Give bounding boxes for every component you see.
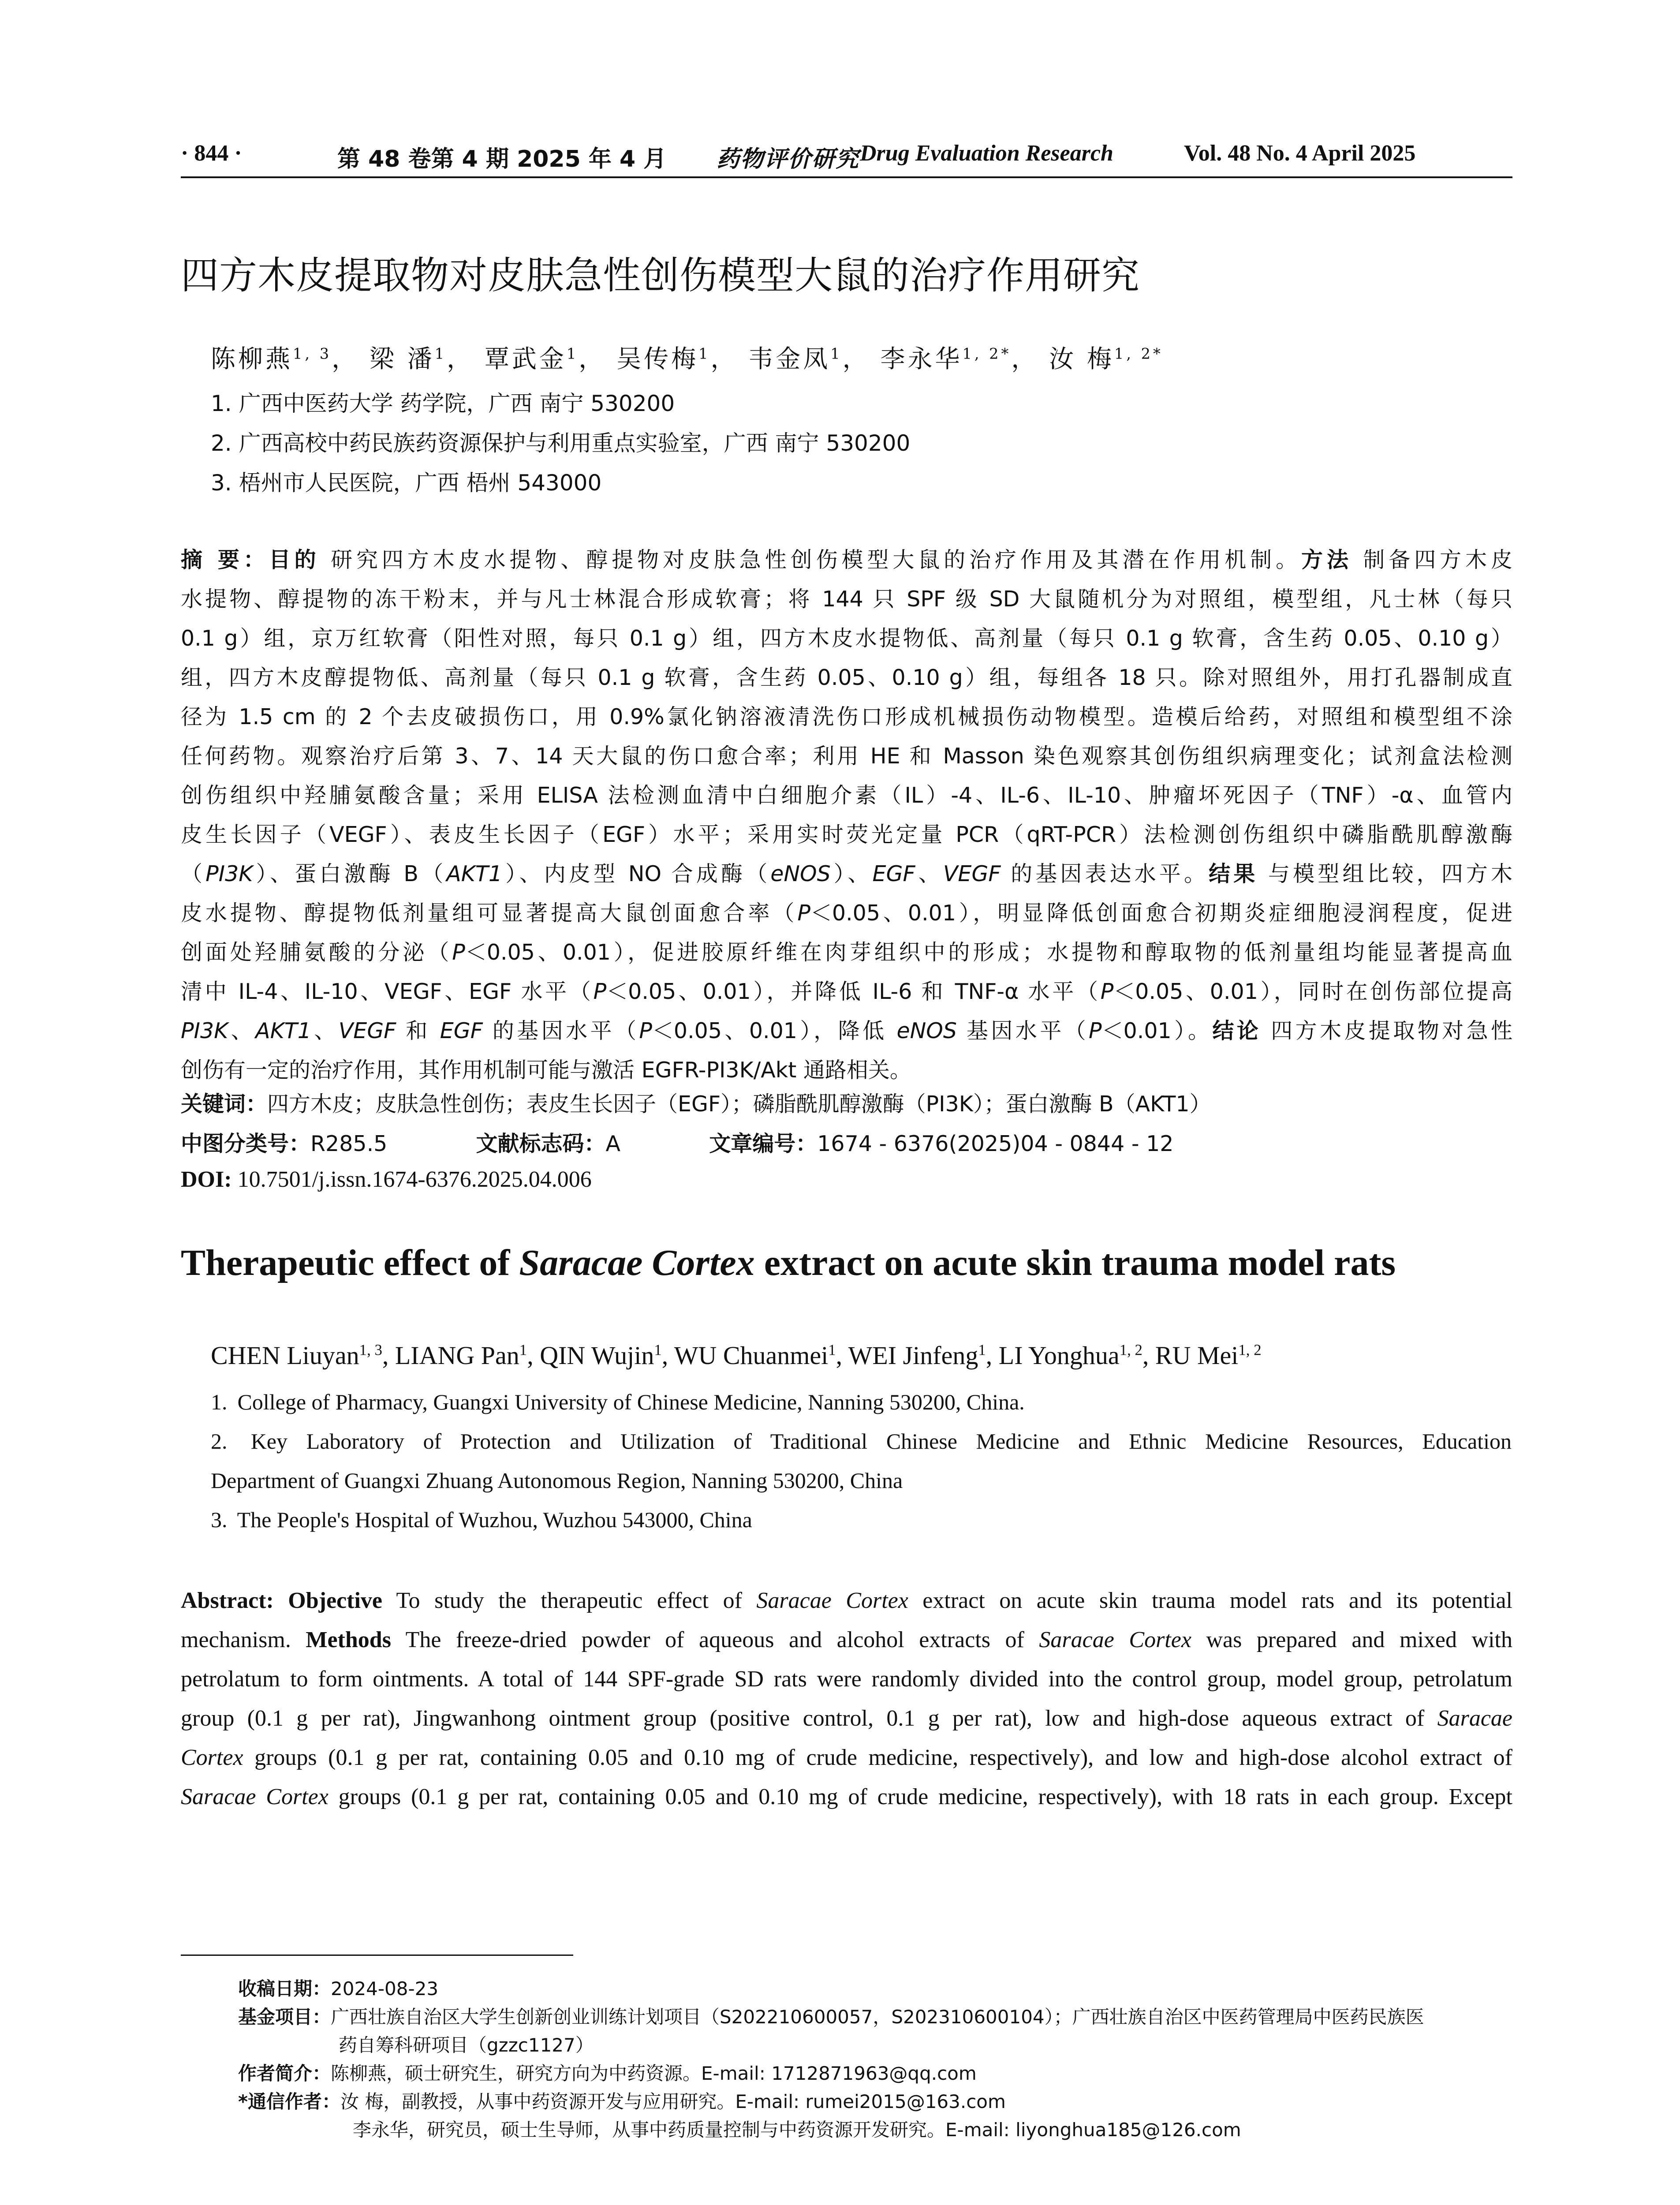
text-run: 的基因表达水平。 bbox=[1001, 861, 1209, 886]
abstract-en-line bbox=[181, 1738, 1512, 1777]
abstract-zh-line bbox=[181, 619, 1512, 658]
doi-value[interactable]: 10.7501/j.issn.1674-6376.2025.04.006 bbox=[237, 1167, 592, 1192]
author-en: QIN Wujin$^1$ bbox=[540, 1341, 662, 1370]
journal-name-en: Drug Evaluation Research bbox=[860, 141, 1113, 166]
section-label: Abstract: Objective bbox=[181, 1588, 382, 1613]
text-run: P bbox=[1100, 979, 1114, 1004]
abstract-zh-line bbox=[181, 658, 1512, 697]
text-run: AKT1 bbox=[255, 1018, 311, 1043]
text-run: 创面处羟脯氨酸的分泌（ bbox=[181, 940, 452, 965]
text-run: ）、内皮型 NO 合成酶（ bbox=[502, 861, 771, 886]
abstract-en-line bbox=[181, 1699, 1512, 1738]
text-run: 、 bbox=[228, 1018, 256, 1043]
text-run: P bbox=[1089, 1018, 1102, 1043]
classification-line bbox=[181, 1127, 1512, 1158]
abstract-zh-line bbox=[181, 972, 1512, 1011]
footnote-corresponding-2: 李永华，研究员，硕士生导师，从事中药质量控制与中药资源开发研究。E-mail: liyonghua185@126.com bbox=[353, 2119, 1241, 2141]
text-run: petrolatum to form ointments. A total of 144 SPF-grade SD rats were randomly divided into the control group, model group, petrolatum bbox=[181, 1667, 1512, 1692]
text-run: 0.1 g）组，京万红软膏（阳性对照，每只 0.1 g）组，四方木皮水提物低、高剂量（每只 0.1 g 软膏，含生药 0.05、0.10 g） bbox=[181, 626, 1512, 651]
text-run: 和 bbox=[396, 1018, 440, 1043]
doi-label: DOI: bbox=[181, 1167, 232, 1192]
text-run: group (0.1 g per rat), Jingwanhong ointment group (positive control, 0.1 g per rat), low and high-dose aqueous extract of bbox=[181, 1706, 1437, 1731]
article-no-value: 1674 - 6376(2025)04 - 0844 - 12 bbox=[817, 1131, 1174, 1156]
text-run: P bbox=[639, 1018, 652, 1043]
author-zh: 李永华$^{1, 2*}$ bbox=[880, 345, 1012, 374]
author-zh: 汝 梅$^{1, 2*}$ bbox=[1049, 345, 1163, 374]
text-run: 基因水平（ bbox=[956, 1018, 1089, 1043]
affiliation-zh-1: 1. 广西中医药大学 药学院，广西 南宁 530200 bbox=[211, 391, 675, 416]
author-zh: 韦金凤$^1$ bbox=[748, 345, 843, 374]
abstract-label-zh: 摘 要： bbox=[181, 547, 269, 572]
text-run: VEGF bbox=[943, 861, 1001, 886]
abstract-zh-line bbox=[181, 697, 1512, 736]
section-label: 结论 bbox=[1212, 1018, 1262, 1043]
footnote-fund-cont: 药自筹科研项目（gzzc1127） bbox=[339, 2034, 594, 2056]
abstract-zh-line bbox=[181, 540, 1512, 579]
text-run: eNOS bbox=[896, 1018, 957, 1043]
header-rule bbox=[181, 176, 1512, 178]
text-run: 创伤组织中羟脯氨酸含量；采用 ELISA 法检测血清中白细胞介素（IL）-4、IL-6、IL-10、肿瘤坏死因子（TNF）-α、血管内 bbox=[181, 783, 1512, 808]
text-run: 创伤有一定的治疗作用，其作用机制可能与激活 EGFR-PI3K/Akt 通路相关。 bbox=[181, 1058, 911, 1083]
text-run: ＜0.01）。 bbox=[1101, 1018, 1213, 1043]
text-run: 皮生长因子（VEGF）、表皮生长因子（EGF）水平；采用实时荧光定量 PCR（qRT-PCR）法检测创伤组织中磷脂酰肌醇激酶 bbox=[181, 822, 1512, 847]
doc-code-label: 文献标志码： bbox=[476, 1131, 606, 1156]
doi-line bbox=[181, 1166, 1512, 1192]
text-run: 四方木皮提取物对急性 bbox=[1261, 1018, 1512, 1043]
text-run: groups (0.1 g per rat, containing 0.05 and 0.10 mg of crude medicine, respectively), and low and high-dose alcohol extract of bbox=[243, 1745, 1512, 1770]
clc-value: R285.5 bbox=[310, 1131, 388, 1156]
text-run: EGF bbox=[872, 861, 915, 886]
text-run: groups (0.1 g per rat, containing 0.05 and 0.10 mg of crude medicine, respectively), with 18 rats in each group. Except bbox=[328, 1784, 1512, 1809]
abstract-en-line bbox=[181, 1581, 1512, 1620]
section-label: 方法 bbox=[1301, 547, 1352, 572]
text-run: ＜0.05、0.01），促进胶原纤维在肉芽组织中的形成；水提物和醇取物的低剂量组均能显著提高血 bbox=[465, 940, 1512, 965]
text-run: VEGF bbox=[338, 1018, 396, 1043]
section-label: Methods bbox=[306, 1627, 391, 1652]
text-run: 制备四方木皮 bbox=[1352, 547, 1512, 572]
text-run: PI3K bbox=[181, 1018, 228, 1043]
text-run: ＜0.05、0.01），降低 bbox=[652, 1018, 897, 1043]
text-run: ）、 bbox=[830, 861, 873, 886]
title-en: Therapeutic effect of Saracae Cortex extract on acute skin trauma model rats bbox=[181, 1242, 1396, 1283]
text-run: Saracae Cortex bbox=[181, 1784, 329, 1809]
text-run: was prepared and mixed with bbox=[1191, 1627, 1512, 1652]
footnote-received: 收稿日期：2024-08-23 bbox=[238, 1978, 439, 1999]
keywords-text: 四方木皮；皮肤急性创伤；表皮生长因子（EGF）；磷脂酰肌醇激酶（PI3K）；蛋白激酶 B（AKT1） bbox=[267, 1091, 1211, 1117]
text-run: P bbox=[452, 940, 465, 965]
affiliation-zh-3: 3. 梧州市人民医院，广西 梧州 543000 bbox=[211, 470, 602, 496]
authors-zh: 陈柳燕$^{1, 3}$， 梁 潘$^1$， 覃武金$^1$， 吴传梅$^1$， 韦金凤$^1$， 李永华$^{1, 2*}$， 汝 梅$^{1, 2*}$ bbox=[211, 345, 1163, 374]
text-run: PI3K bbox=[205, 861, 253, 886]
issue-zh: 第 48 卷第 4 期 2025 年 4 月 bbox=[337, 146, 667, 172]
text-run: To study the therapeutic effect of bbox=[382, 1588, 757, 1613]
abstract-zh bbox=[181, 540, 1512, 1090]
text-run: Saracae Cortex bbox=[756, 1588, 908, 1613]
abstract-zh-line bbox=[181, 1050, 1512, 1090]
article-no-label: 文章编号： bbox=[709, 1131, 818, 1156]
text-run: 的基因水平（ bbox=[482, 1018, 639, 1043]
footnote-fund: 基金项目：广西壮族自治区大学生创新创业训练计划项目（S202210600057，S202310600104）；广西壮族自治区中医药管理局中医药民族医 bbox=[238, 2006, 1424, 2028]
author-zh: 陈柳燕$^{1, 3}$ bbox=[211, 345, 332, 374]
author-en: RU Mei$^{1, 2}$ bbox=[1155, 1341, 1262, 1370]
page-number: · 844 · bbox=[181, 141, 242, 166]
text-run: ＜0.05、0.01），明显降低创面愈合初期炎症细胞浸润程度，促进 bbox=[810, 901, 1512, 926]
abstract-zh-line bbox=[181, 815, 1512, 854]
abstract-zh-line bbox=[181, 1011, 1512, 1050]
title-zh: 四方木皮提取物对皮肤急性创伤模型大鼠的治疗作用研究 bbox=[181, 254, 1140, 298]
text-run: mechanism. bbox=[181, 1627, 306, 1652]
doc-code-value: A bbox=[605, 1131, 621, 1156]
text-run: EGF bbox=[440, 1018, 483, 1043]
text-run: Cortex bbox=[181, 1745, 243, 1770]
author-zh: 梁 潘$^1$ bbox=[369, 345, 447, 374]
affiliation-en-1: 1. College of Pharmacy, Guangxi University of Chinese Medicine, Nanning 530200, China. bbox=[211, 1390, 1025, 1414]
text-run: P bbox=[593, 979, 607, 1004]
abstract-zh-line bbox=[181, 893, 1512, 933]
abstract-en-line bbox=[181, 1777, 1512, 1816]
text-run: The freeze-dried powder of aqueous and alcohol extracts of bbox=[391, 1627, 1039, 1652]
text-run: 任何药物。观察治疗后第 3、7、14 天大鼠的伤口愈合率；利用 HE 和 Masson 染色观察其创伤组织病理变化；试剂盒法检测 bbox=[181, 744, 1512, 769]
journal-logo-zh: 药物评价研究 bbox=[717, 146, 860, 172]
text-run: 研究四方木皮水提物、醇提物对皮肤急性创伤模型大鼠的治疗作用及其潜在作用机制。 bbox=[320, 547, 1302, 572]
text-run: ＜0.05、0.01），同时在创伤部位提高 bbox=[1113, 979, 1512, 1004]
abstract-en bbox=[181, 1581, 1512, 1816]
text-run: AKT1 bbox=[446, 861, 502, 886]
text-run: ＜0.05、0.01），并降低 IL-6 和 TNF-α 水平（ bbox=[606, 979, 1101, 1004]
text-run: 、 bbox=[915, 861, 943, 886]
text-run: 与模型组比较，四方木 bbox=[1258, 861, 1513, 886]
footnote-corresponding: *通信作者：汝 梅，副教授，从事中药资源开发与应用研究。E-mail: rumei2015@163.com bbox=[238, 2091, 1006, 2112]
author-en: LI Yonghua$^{1, 2}$ bbox=[998, 1341, 1142, 1370]
running-header bbox=[181, 140, 1512, 174]
keywords-label: 关键词： bbox=[181, 1091, 268, 1117]
author-zh: 吴传梅$^1$ bbox=[616, 345, 711, 374]
abstract-en-line bbox=[181, 1620, 1512, 1659]
abstract-zh-line bbox=[181, 933, 1512, 972]
section-label: 目的 bbox=[269, 547, 320, 572]
abstract-en-line bbox=[181, 1659, 1512, 1699]
text-run: 组，四方木皮醇提物低、高剂量（每只 0.1 g 软膏，含生药 0.05、0.10 g）组，每组各 18 只。除对照组外，用打孔器制成直 bbox=[181, 665, 1512, 690]
abstract-zh-line bbox=[181, 579, 1512, 619]
text-run: P bbox=[797, 901, 810, 926]
text-run: ）、蛋白激酶 B（ bbox=[253, 861, 447, 886]
text-run: 皮水提物、醇提物低剂量组可显著提高大鼠创面愈合率（ bbox=[181, 901, 798, 926]
author-en: WU Chuanmei$^1$ bbox=[674, 1341, 836, 1370]
text-run: 水提物、醇提物的冻干粉末，并与凡士林混合形成软膏；将 144 只 SPF 级 SD 大鼠随机分为对照组，模型组，凡士林（每只 bbox=[181, 587, 1512, 612]
author-zh: 覃武金$^1$ bbox=[484, 345, 579, 374]
affiliation-en-3: 3. The People's Hospital of Wuzhou, Wuzhou 543000, China bbox=[211, 1507, 752, 1532]
author-en: LIANG Pan$^1$ bbox=[395, 1341, 527, 1370]
text-run: eNOS bbox=[770, 861, 831, 886]
author-en: CHEN Liuyan$^{1, 3}$ bbox=[211, 1341, 382, 1370]
keywords-zh bbox=[181, 1087, 1512, 1118]
abstract-zh-line bbox=[181, 736, 1512, 776]
footnote-author: 作者简介：陈柳燕，硕士研究生，研究方向为中药资源。E-mail: 1712871963@qq.com bbox=[238, 2063, 977, 2084]
clc-label: 中图分类号： bbox=[181, 1131, 311, 1156]
text-run: 径为 1.5 cm 的 2 个去皮破损伤口，用 0.9%氯化钠溶液清洗伤口形成机械损伤动物模型。造模后给药，对照组和模型组不涂 bbox=[181, 704, 1512, 729]
abstract-zh-line bbox=[181, 776, 1512, 815]
text-run: Saracae bbox=[1437, 1706, 1512, 1731]
text-run: Saracae Cortex bbox=[1039, 1627, 1191, 1652]
issue-en: Vol. 48 No. 4 April 2025 bbox=[1184, 141, 1416, 166]
text-run: 清中 IL-4、IL-10、VEGF、EGF 水平（ bbox=[181, 979, 594, 1004]
text-run: （ bbox=[181, 861, 206, 886]
section-label: 结果 bbox=[1209, 861, 1258, 886]
text-run: extract on acute skin trauma model rats and its potential bbox=[908, 1588, 1512, 1613]
abstract-zh-line bbox=[181, 854, 1512, 893]
footnote-rule bbox=[181, 1955, 573, 1956]
affiliation-en-2-cont: Department of Guangxi Zhuang Autonomous Region, Nanning 530200, China bbox=[211, 1468, 903, 1493]
affiliation-zh-2: 2. 广西高校中药民族药资源保护与利用重点实验室，广西 南宁 530200 bbox=[211, 430, 911, 456]
affiliation-en-2: 2. Key Laboratory of Protection and Utilization of Traditional Chinese Medicine and Ethnic Medicine Resources, Education bbox=[211, 1429, 1512, 1454]
author-en: WEI Jinfeng$^1$ bbox=[848, 1341, 986, 1370]
text-run: 、 bbox=[311, 1018, 339, 1043]
authors-en: CHEN Liuyan$^{1, 3}$, LIANG Pan$^1$, QIN Wujin$^1$, WU Chuanmei$^1$, WEI Jinfeng$^1$, LI Yonghua$^{1, 2}$, RU Mei$^{1, 2}$ bbox=[211, 1341, 1262, 1370]
